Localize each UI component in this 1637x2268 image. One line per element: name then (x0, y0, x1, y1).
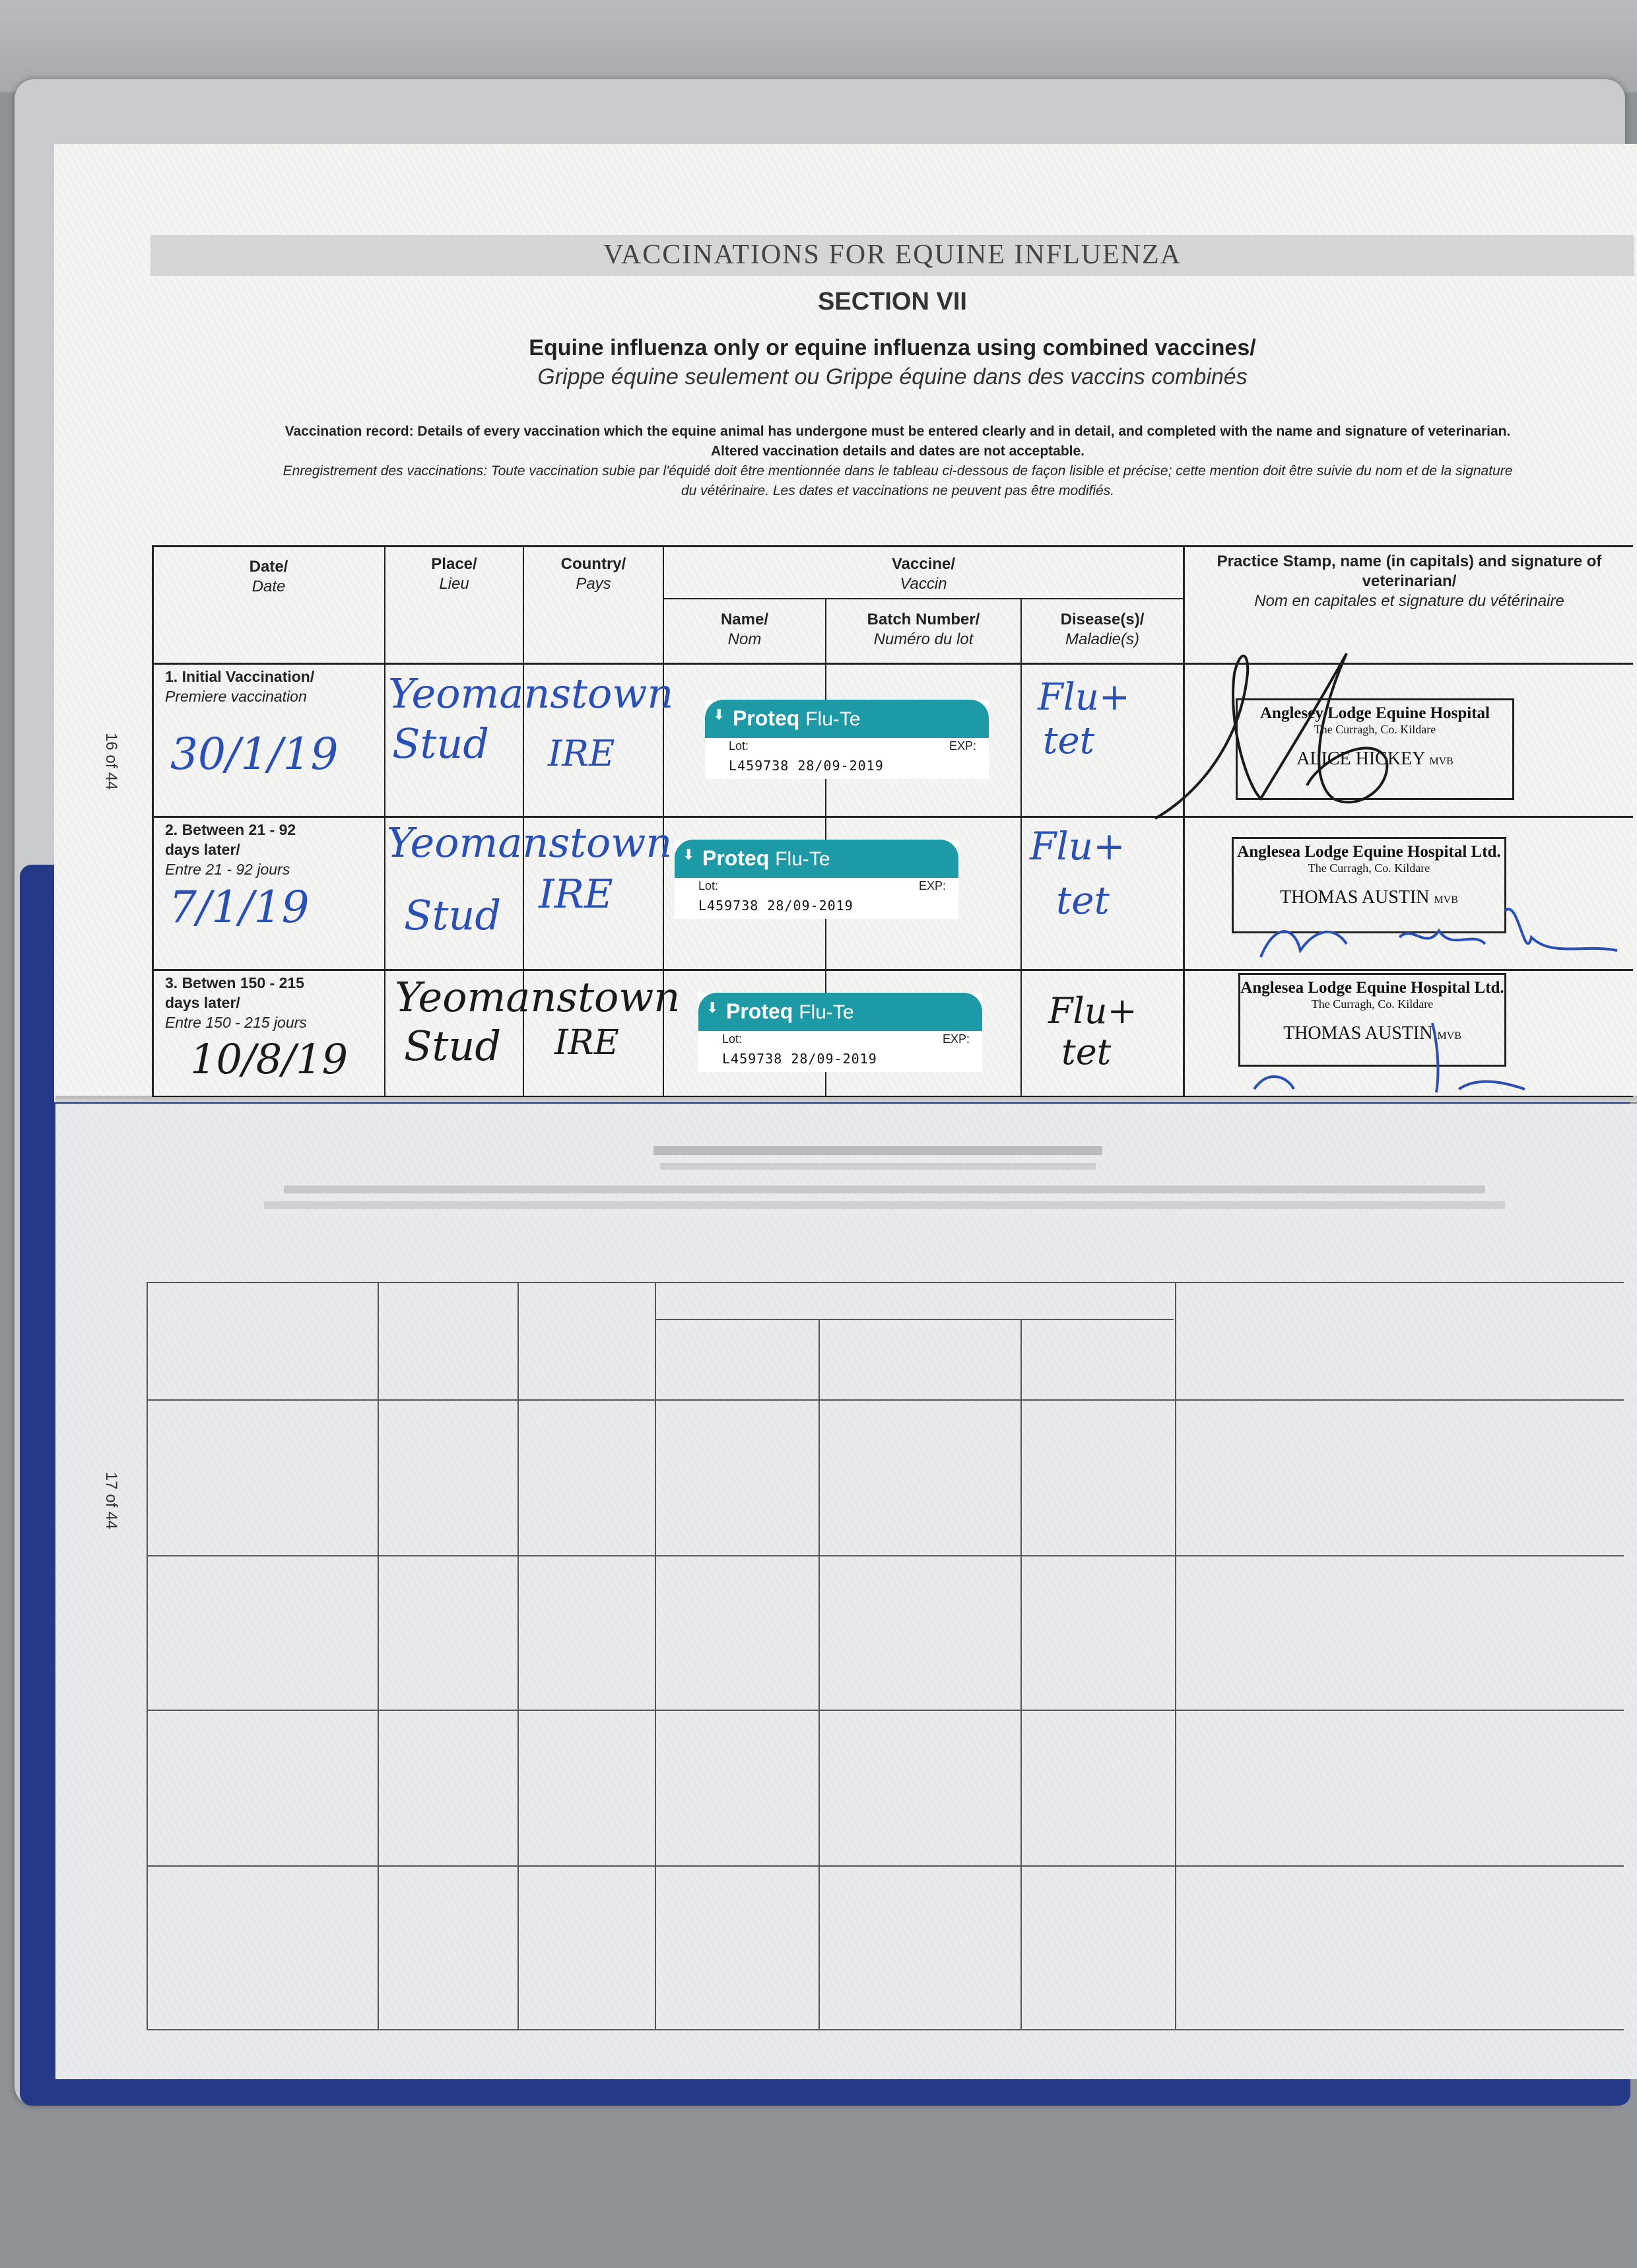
row-1-disease-line2: tet (1043, 719, 1095, 762)
row-1-signature (1149, 634, 1399, 832)
row-1-date: 30/1/19 (170, 729, 339, 780)
row-2-country: IRE (539, 871, 613, 917)
row-1-vaccine-label: ⬇ Proteq Flu-Te Lot: EXP: L459738 28/09-2019 (705, 700, 989, 779)
subtitle-french: Grippe équine seulement ou Grippe équine dans des vaccins combinés (537, 364, 1248, 389)
row-2-disease-line1: Flu+ (1030, 824, 1125, 869)
row-3-label: 3. Betwen 150 - 215 days later/ Entre 150 - 215 jours (165, 974, 307, 1031)
header-batch: Batch Number/ Numéro du lot (867, 611, 980, 648)
header-vaccine: Vaccine/ Vaccin (891, 555, 956, 593)
row-3-vaccine-label: ⬇ Proteq Flu-Te Lot: EXP: L459738 28/09-2019 (698, 993, 982, 1072)
row-1-place-line1: Yeomanstown (388, 669, 674, 717)
row-2-disease-line2: tet (1056, 878, 1110, 923)
row-3-country: IRE (554, 1023, 619, 1063)
row-2-practice-stamp: Anglesea Lodge Equine Hospital Ltd. The Curragh, Co. Kildare THOMAS AUSTIN MVB (1232, 837, 1506, 933)
row-2-label: 2. Between 21 - 92 days later/ Entre 21 - 92 jours (165, 821, 296, 878)
header-name: Name/ Nom (720, 611, 769, 648)
row-3-disease-line1: Flu+ (1048, 990, 1137, 1032)
row-3-place-line2: Stud (404, 1022, 502, 1070)
row-3-disease-line2: tet (1061, 1031, 1112, 1073)
subtitle-english: Equine influenza only or equine influenza using combined vaccines/ (529, 335, 1256, 360)
passport-page-bottom (55, 1104, 1637, 2079)
row-2-vaccine-label: ⬇ Proteq Flu-Te Lot: EXP: L459738 28/09-2019 (675, 840, 958, 919)
header-country: Country/ Pays (560, 555, 626, 593)
row-1-country: IRE (548, 733, 615, 774)
section-heading: SECTION VII (818, 288, 967, 316)
page-number-bottom: 17 of 44 (102, 1472, 120, 1529)
record-instruction-en-2: Altered vaccination details and dates are not acceptable. (710, 444, 1085, 459)
row-2-signature (1254, 884, 1624, 964)
row-1-practice-stamp: Anglesey Lodge Equine Hospital The Curragh, Co. Kildare ALICE HICKEY MVB (1236, 698, 1514, 800)
page-number-top: 16 of 44 (102, 733, 120, 790)
row-3-place-line1: Yeomanstown (395, 973, 681, 1021)
header-place: Place/ Lieu (431, 555, 477, 593)
record-instruction-en: Vaccination record: Details of every vaccination which the equine animal has undergone must be entered clearly and in detail, and completed with the name and signature of veterinarian. (284, 424, 1511, 439)
header-stamp: Practice Stamp, name (in capitals) and signature of veterinarian/ Nom en capitales et signature du vétérinaire (1217, 552, 1602, 610)
row-1-place-line2: Stud (392, 719, 490, 768)
row-3-practice-stamp: Anglesea Lodge Equine Hospital Ltd. The Curragh, Co. Kildare THOMAS AUSTIN MVB (1238, 973, 1506, 1067)
row-2-place-line1: Yeomanstown (387, 818, 673, 867)
header-date: Date/ Date (249, 558, 288, 595)
scanner-background (0, 0, 1637, 92)
row-3-signature (1241, 997, 1611, 1096)
row-3-date: 10/8/19 (190, 1035, 349, 1083)
row-1-label: 1. Initial Vaccination/ Premiere vaccination (165, 668, 315, 705)
header-disease: Disease(s)/ Maladie(s) (1060, 611, 1145, 648)
page-title: VACCINATIONS FOR EQUINE INFLUENZA (603, 240, 1182, 270)
row-2-date: 7/1/19 (169, 882, 310, 933)
row-1-disease-line1: Flu+ (1038, 676, 1130, 719)
row-2-place-line2: Stud (404, 891, 502, 939)
record-instruction-fr-2: du vétérinaire. Les dates et vaccinations ne peuvent pas être modifiés. (681, 483, 1115, 498)
record-instruction-fr: Enregistrement des vaccinations: Toute vaccination subie par l'équidé doit être mentionnée dans le tableau ci-dessous de façon lisible et précise; cette mention doit être suivie du nom et de la signature (283, 463, 1513, 479)
